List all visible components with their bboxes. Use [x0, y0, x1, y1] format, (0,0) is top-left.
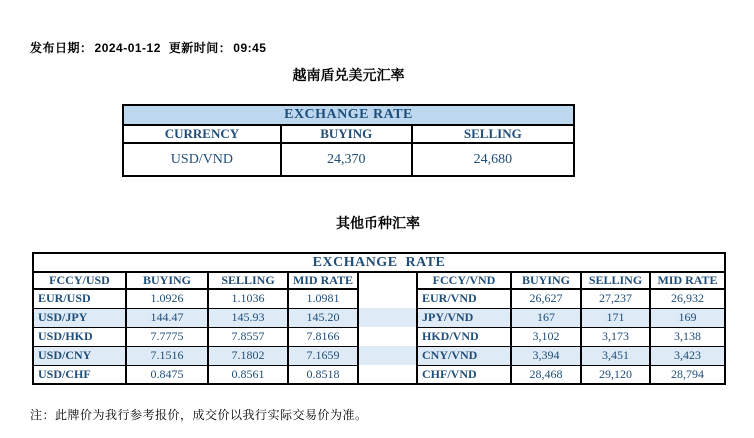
buying-rate: 28,468	[511, 365, 581, 384]
buying-rate: 167	[511, 308, 581, 327]
currency-pair: EUR/VND	[417, 289, 511, 308]
table-row	[33, 365, 725, 384]
spacer-cell	[358, 327, 417, 346]
col-header-selling: SELLING	[412, 125, 574, 143]
selling-rate: 1.1036	[208, 289, 288, 308]
selling-rate: 7.1802	[208, 346, 288, 365]
publish-info	[30, 39, 268, 56]
disclaimer-note: 注：此牌价为我行参考报价，成交价以我行实际交易价为准。	[30, 408, 368, 422]
usd-vnd-rate-table	[122, 104, 575, 177]
currency-pair: EUR/USD	[33, 289, 126, 308]
table-row	[123, 143, 574, 176]
mid-rate: 145.20	[288, 308, 358, 327]
mid-rate: 7.8166	[288, 327, 358, 346]
col-header-mid-right: MID RATE	[650, 272, 725, 289]
currency-pair: CHF/VND	[417, 365, 511, 384]
mid-rate: 169	[650, 308, 725, 327]
spacer-cell	[358, 365, 417, 384]
buying-rate: 0.8475	[126, 365, 208, 384]
selling-rate: 24,680	[412, 143, 574, 176]
table-banner-row	[123, 105, 574, 125]
mid-rate: 7.1659	[288, 346, 358, 365]
buying-rate: 24,370	[281, 143, 412, 176]
col-header-selling-right: SELLING	[581, 272, 650, 289]
selling-rate: 27,237	[581, 289, 650, 308]
col-header-buying-left: BUYING	[126, 272, 208, 289]
publish-date-value: 2024-01-12	[94, 41, 161, 55]
spacer-cell	[358, 346, 417, 365]
currency-pair: USD/HKD	[33, 327, 126, 346]
table-banner: EXCHANGE RATE	[33, 253, 725, 272]
buying-rate: 3,394	[511, 346, 581, 365]
mid-rate: 3,138	[650, 327, 725, 346]
table-banner: EXCHANGE RATE	[123, 105, 574, 125]
other-section-title: 其他币种汇率	[336, 215, 420, 231]
col-header-fccy-vnd: FCCY/VND	[417, 272, 511, 289]
selling-rate: 3,451	[581, 346, 650, 365]
table-row	[33, 308, 725, 327]
selling-rate: 29,120	[581, 365, 650, 384]
col-header-selling-left: SELLING	[208, 272, 288, 289]
buying-rate: 144.47	[126, 308, 208, 327]
currency-pair: HKD/VND	[417, 327, 511, 346]
currency-pair: USD/CHF	[33, 365, 126, 384]
usd-section-title: 越南盾兑美元汇率	[292, 67, 405, 83]
currency-pair: USD/JPY	[33, 308, 126, 327]
selling-rate: 3,173	[581, 327, 650, 346]
spacer-cell	[358, 289, 417, 308]
selling-rate: 7.8557	[208, 327, 288, 346]
spacer-cell	[358, 308, 417, 327]
mid-rate: 0.8518	[288, 365, 358, 384]
col-header-buying-right: BUYING	[511, 272, 581, 289]
currency-pair: USD/VND	[123, 143, 281, 176]
col-header-currency: CURRENCY	[123, 125, 281, 143]
col-header-buying: BUYING	[281, 125, 412, 143]
table-header-row	[123, 125, 574, 143]
other-rates-table	[32, 252, 726, 385]
mid-rate: 26,932	[650, 289, 725, 308]
publish-date-label: 发布日期：	[30, 41, 93, 55]
buying-rate: 3,102	[511, 327, 581, 346]
update-time-value: 09:45	[233, 41, 267, 55]
table-header-row	[33, 272, 725, 289]
buying-rate: 26,627	[511, 289, 581, 308]
col-header-fccy-usd: FCCY/USD	[33, 272, 126, 289]
table-row	[33, 289, 725, 308]
selling-rate: 0.8561	[208, 365, 288, 384]
currency-pair: USD/CNY	[33, 346, 126, 365]
mid-rate: 3,423	[650, 346, 725, 365]
buying-rate: 7.7775	[126, 327, 208, 346]
col-header-mid-left: MID RATE	[288, 272, 358, 289]
table-row	[33, 327, 725, 346]
selling-rate: 145.93	[208, 308, 288, 327]
mid-rate: 28,794	[650, 365, 725, 384]
update-time-label: 更新时间：	[168, 41, 232, 55]
buying-rate: 7.1516	[126, 346, 208, 365]
buying-rate: 1.0926	[126, 289, 208, 308]
table-row	[33, 346, 725, 365]
currency-pair: CNY/VND	[417, 346, 511, 365]
spacer-cell	[358, 272, 417, 289]
mid-rate: 1.0981	[288, 289, 358, 308]
currency-pair: JPY/VND	[417, 308, 511, 327]
selling-rate: 171	[581, 308, 650, 327]
table-banner-row	[33, 253, 725, 272]
